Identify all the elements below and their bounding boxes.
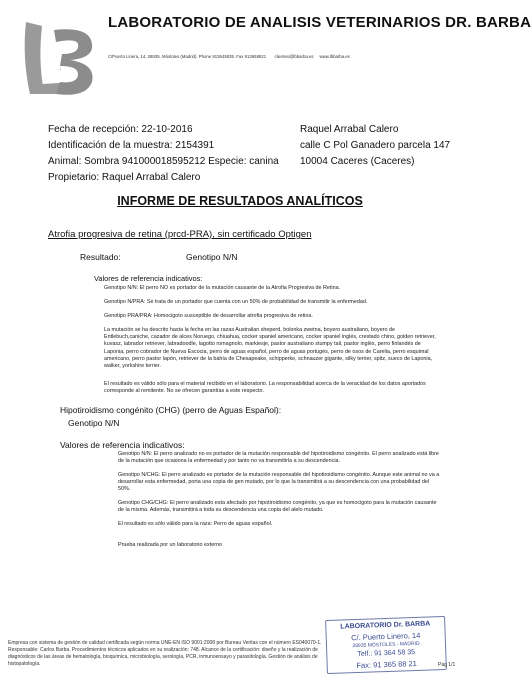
section1-breeds: La mutación se ha descrito hasta la fecha en las razas Australian sheperd, bolonka zwetna, boyero australiano, boyero de Entlebuch,caniche, cazador de alces Noruego, chiuahua, cocker spaniel americano, cocker spaniel inglés, crestado chino, golden retriever, kuvasz, labrador retriever, labradoodle, lagotto romagnolo, markiesje, pastor australiano stumpy tail, pastor inglés, perro finlandés de Laponia, perro cobrador de Nueva Escocia, perro de aguas español, perro de aguas portugés, perro de osos de Carelia, perro esquimal americano, perro pastor lapón, retriever de la bahía de Chesapeake, schipperke, schnauzer gigante, silky terrier, spitz, sueco de Laponia, walker, yorkshire terrier. bbox=[104, 327, 436, 370]
recipient-street: calle C Pol Ganadero parcela 147 bbox=[300, 140, 451, 151]
section2-ref-title: Valores de referencia indicativos: bbox=[60, 440, 185, 450]
report-title: INFORME DE RESULTADOS ANALÍTICOS bbox=[117, 194, 363, 208]
section1-ref-npra: Genotipo N/PRA: Se trata de un portador que cuenta con un 50% de probabilidad de transmitir la enfermedad. bbox=[104, 299, 368, 305]
section2-valid-breed: El resultado es sólo válido para la raza: Perro de aguas español. bbox=[118, 521, 273, 527]
reception-date: Fecha de recepción: 22-10-2016 bbox=[48, 124, 193, 135]
lab-address: C/Puerto Linera, 14. 28935. Móstoles (Madrid). Phone 913645835. Fax 913658821 bbox=[108, 54, 267, 59]
section1-validity: El resultado es válido sólo para el material recibido en el laboratorio. La responsabilidad acerca de la veracidad de los datos aportados corresponde al remitente. No se ofrecen garantías a este respecto. bbox=[104, 381, 426, 395]
animal-info: Animal: Sombra 941000018595212 Especie: canina bbox=[48, 156, 279, 167]
stamp-line2: C/. Puerto Linero, 14 bbox=[350, 630, 421, 643]
section1-result-label: Resultado: bbox=[80, 252, 121, 262]
recipient-city: 10004 Caceres (Caceres) bbox=[300, 156, 415, 167]
section2-external: Prueba realizada por un laboratorio externo bbox=[118, 542, 222, 548]
lb-logo-icon bbox=[20, 14, 100, 102]
stamp-line4: Telf.: 91 364 58 35 bbox=[357, 648, 416, 658]
section1-ref-prapra: Genotipo PRA/PRA: Homocigoto susceptible de desarrollar atrofia progresiva de retina. bbox=[104, 313, 313, 319]
stamp-line1: LABORATORIO Dr. BARBA bbox=[340, 620, 431, 631]
section2-result-value: Genotipo N/N bbox=[68, 418, 120, 428]
section1-ref-title: Valores de referencia indicativos: bbox=[94, 274, 203, 283]
section2-ref-nchg: Genotipo N/CHG: El perro analizado es portador de la mutación responsable del hipotiroidismo congénito. Aunque este animal no va a desarrollar esta enfermedad, porta una copia de gen mutado, por lo que la transmitirá a su descendencia con una probabilidad del 50%. bbox=[118, 472, 440, 493]
lab-title: LABORATORIO DE ANALISIS VETERINARIOS DR. BARBA bbox=[108, 14, 531, 31]
section2-ref-nn: Genotipo N/N: El perro analizado no es portador de la mutación responsable del hipotiroidismo congénito. El perro analizado está libre de la mutación que ocasiona la enfermedad y por tanto no va transmitirla a su descendencia. bbox=[118, 451, 439, 465]
section2-ref-chgchg: Genotipo CHG/CHG: El perro analizado esta afectado por hipotiroidismo congénito, ya que es homocigoto para la mutación causante de la misma. Además, transmitirá a toda su descendencia una copia del alelo mutado. bbox=[118, 500, 437, 514]
section1-result-value: Genotipo N/N bbox=[186, 252, 238, 262]
section2-title: Hipotiroidismo congénito (CHG) (perro de Aguas Español): bbox=[60, 405, 282, 415]
stamp-line5: Fax: 91 365 88 21 bbox=[356, 658, 418, 671]
lab-contact bbox=[108, 54, 350, 59]
sample-id: Identificación de la muestra: 2154391 bbox=[48, 140, 215, 151]
lab-email[interactable]: clientes@lbbarba.es bbox=[274, 54, 314, 59]
recipient-name: Raquel Arrabal Calero bbox=[300, 124, 399, 135]
section1-ref-nn: Genotipo N/N: El perro NO es portador de la mutación causante de la Atrofia Progresiva de Retina. bbox=[104, 285, 341, 291]
page-number: Pág 1/1 bbox=[438, 662, 456, 668]
svg-text:LB: LB bbox=[58, 69, 62, 71]
owner-info: Propietario: Raquel Arrabal Calero bbox=[48, 172, 201, 183]
section1-title: Atrofia progresiva de retina (prcd-PRA), sin certificado Optigen bbox=[48, 229, 312, 240]
lab-web[interactable]: www.lbbarba.es bbox=[319, 54, 350, 59]
lab-stamp bbox=[325, 616, 447, 674]
stamp-line3: 28935 MÓSTOLES - MADRID bbox=[352, 640, 420, 650]
lab-logo bbox=[20, 14, 100, 102]
footer-text: Empresa con sistema de gestión de calidad certificada según norma UNE-EN ISO 9001:2008 por Bureau Veritas con el número ES040070-1. Responsable: Carlos Barba. Procedimientos técnicos aplicados en su realización: 748. Alcance de la certificación: diseño y la realización de diagnósticos de las áreas de hematología, bioquímica, microbiología, serología, PCR, inmunoensayo y parasitología. Gestión de análisis de histopatología. bbox=[8, 640, 322, 667]
